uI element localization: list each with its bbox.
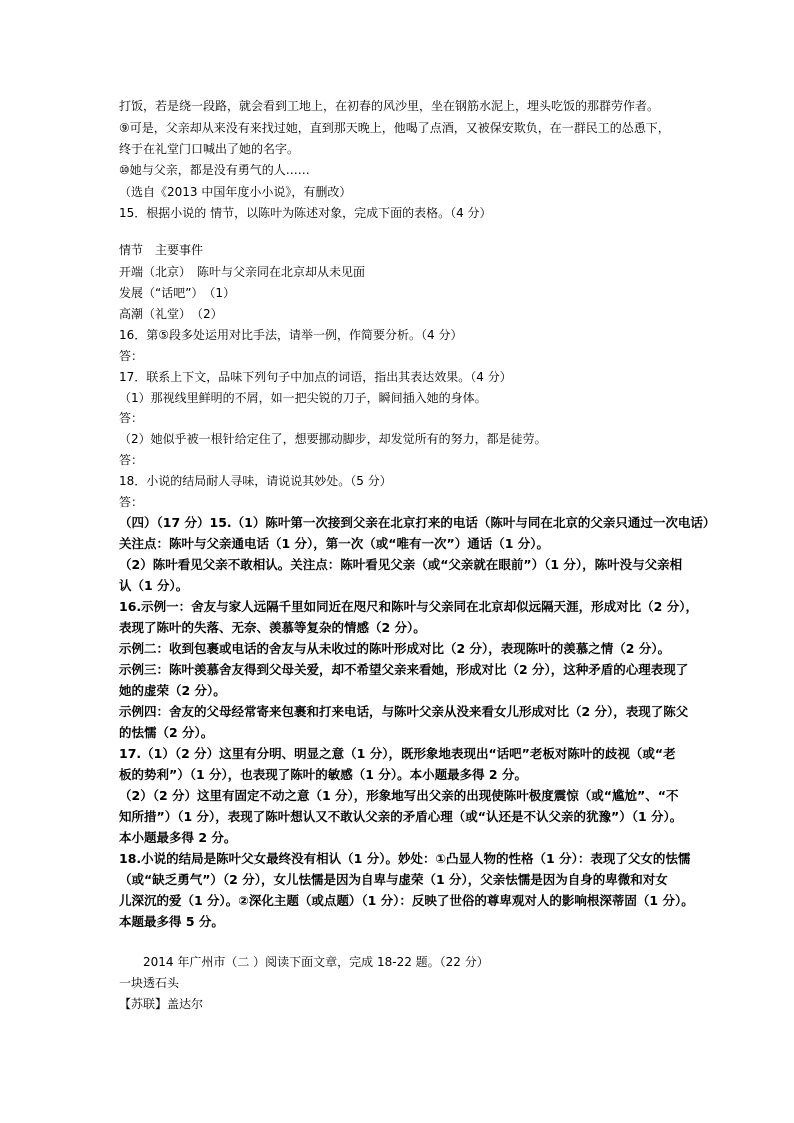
source-note: （选自《2013 中国年度小小说》，有删改） — [119, 185, 352, 199]
answer-line: （2）陈叶看见父亲不敢相认。关注点：陈叶看见父亲（或“父亲就在眼前”）（1 分），陈叶没与父亲相 — [119, 557, 683, 572]
answer-line: 18.小说的结局是陈叶父女最终没有相认（1 分）。妙处：①凸显人物的性格（1 分）：表现了父女的怯懦 — [119, 851, 691, 866]
question-17-2: （2）她似乎被一根针给定住了，想要挪动脚步，却发觉所有的努力，都是徒劳。 — [119, 432, 547, 446]
question-18: 18．小说的结局耐人寻味，请说说其妙处。（5 分） — [119, 474, 392, 488]
question-17-1: （1）那视线里鲜明的不屑，如一把尖锐的刀子，瞬间插入她的身体。 — [119, 391, 487, 405]
next-section-intro: 2014 年广州市（二 ）阅读下面文章，完成 18-22 题。（22 分） — [143, 955, 489, 969]
answer-line: 示例四：舍友的父母经常寄来包裹和打来电话，与陈叶父亲从没来看女儿形成对比（2 分），表现了陈父 — [119, 704, 689, 719]
question-16: 16．第⑤段多处运用对比手法，请举一例，作简要分析。（4 分） — [119, 328, 463, 342]
answer-blank: 答： — [119, 453, 144, 467]
answer-line: 关注点：陈叶与父亲通电话（1 分），第一次（或“唯有一次”）通话（1 分）。 — [119, 536, 550, 551]
answer-blank: 答： — [119, 411, 144, 425]
answer-line: 认（1 分）。 — [119, 578, 189, 593]
question-15: 15．根据小说的 情节，以陈叶为陈述对象，完成下面的表格。（4 分） — [119, 206, 492, 220]
answer-line: 17.（1）（2 分）这里有分明、明显之意（1 分），既形象地表现出“话吧”老板对陈叶的歧视（或“老 — [119, 746, 676, 761]
answer-line: 示例三：陈叶羡慕舍友得到父母关爱，却不希望父亲来看她，形成对比（2 分），这种矛盾的心理表现了 — [119, 662, 689, 677]
answer-line: 儿深沉的爱（1 分）。②深化主题（或点题）（1 分）：反映了世俗的尊卑观对人的影响根深蒂固（1 分）。 — [119, 893, 694, 908]
answer-line: （或“缺乏勇气”）（2 分），女儿怯懦是因为自卑与虚荣（1 分），父亲怯懦是因为自身的卑微和对女 — [119, 872, 668, 887]
question-17: 17．联系上下文，品味下列句子中加点的词语，指出其表达效果。（4 分） — [119, 370, 512, 384]
answer-line: 板的势利”）（1 分），也表现了陈叶的敏感（1 分）。本小题最多得 2 分。 — [119, 767, 527, 782]
answer-line: 示例二：收到包裹或电话的舍友与从未收过的陈叶形成对比（2 分），表现陈叶的羡慕之情（2 分）。 — [119, 641, 671, 656]
answer-line: 知所措”）（1 分），表现了陈叶想认又不敢认父亲的矛盾心理（或“认还是不认父亲的犹豫”）（1 分）。 — [119, 809, 683, 824]
story-paragraph: ⑨可是，父亲却从来没有来找过她，直到那天晚上，他喝了点酒，又被保安欺负，在一群民工的怂恿下， — [119, 121, 670, 135]
table-header: 情节 主要事件 — [119, 243, 204, 257]
answer-line: 表现了陈叶的失落、无奈、羡慕等复杂的情感（2 分）。 — [119, 620, 426, 635]
answer-line: 的怯懦（2 分）。 — [119, 725, 214, 740]
answer-line: 本小题最多得 2 分。 — [119, 830, 237, 845]
answer-blank: 答： — [119, 495, 144, 509]
table-row: 高潮（礼堂） （2） — [119, 307, 223, 321]
answer-line: 本题最多得 5 分。 — [119, 914, 224, 929]
answer-line: 她的虚荣（2 分）。 — [119, 683, 226, 698]
article-author: 【苏联】盖达尔 — [119, 997, 204, 1011]
table-row: 开端（北京） 陈叶与父亲同在北京却从未见面 — [119, 265, 366, 279]
table-row: 发展（“话吧”） （1） — [119, 286, 236, 300]
article-title: 一块透石头 — [119, 976, 180, 990]
story-paragraph: ⑩她与父亲，都是没有勇气的人…… — [119, 163, 310, 177]
answer-blank: 答： — [119, 349, 144, 363]
story-paragraph: 终于在礼堂门口喊出了她的名字。 — [119, 142, 300, 156]
answer-line: 16.示例一：舍友与家人远隔千里如同近在咫尺和陈叶与父亲同在北京却似远隔天涯，形成对比（2 分）， — [119, 599, 698, 614]
answer-line: （2）（2 分）这里有固定不动之意（1 分），形象地写出父亲的出现使陈叶极度震惊（或“尴尬”、“不 — [119, 788, 679, 803]
story-paragraph: 打饭，若是绕一段路，就会看到工地上，在初春的风沙里，坐在钢筋水泥上，埋头吃饭的那群劳作者。 — [119, 99, 660, 113]
answer-line: （四）（17 分）15.（1）陈叶第一次接到父亲在北京打来的电话（陈叶与同在北京的父亲只通过一次电话） — [119, 515, 716, 530]
